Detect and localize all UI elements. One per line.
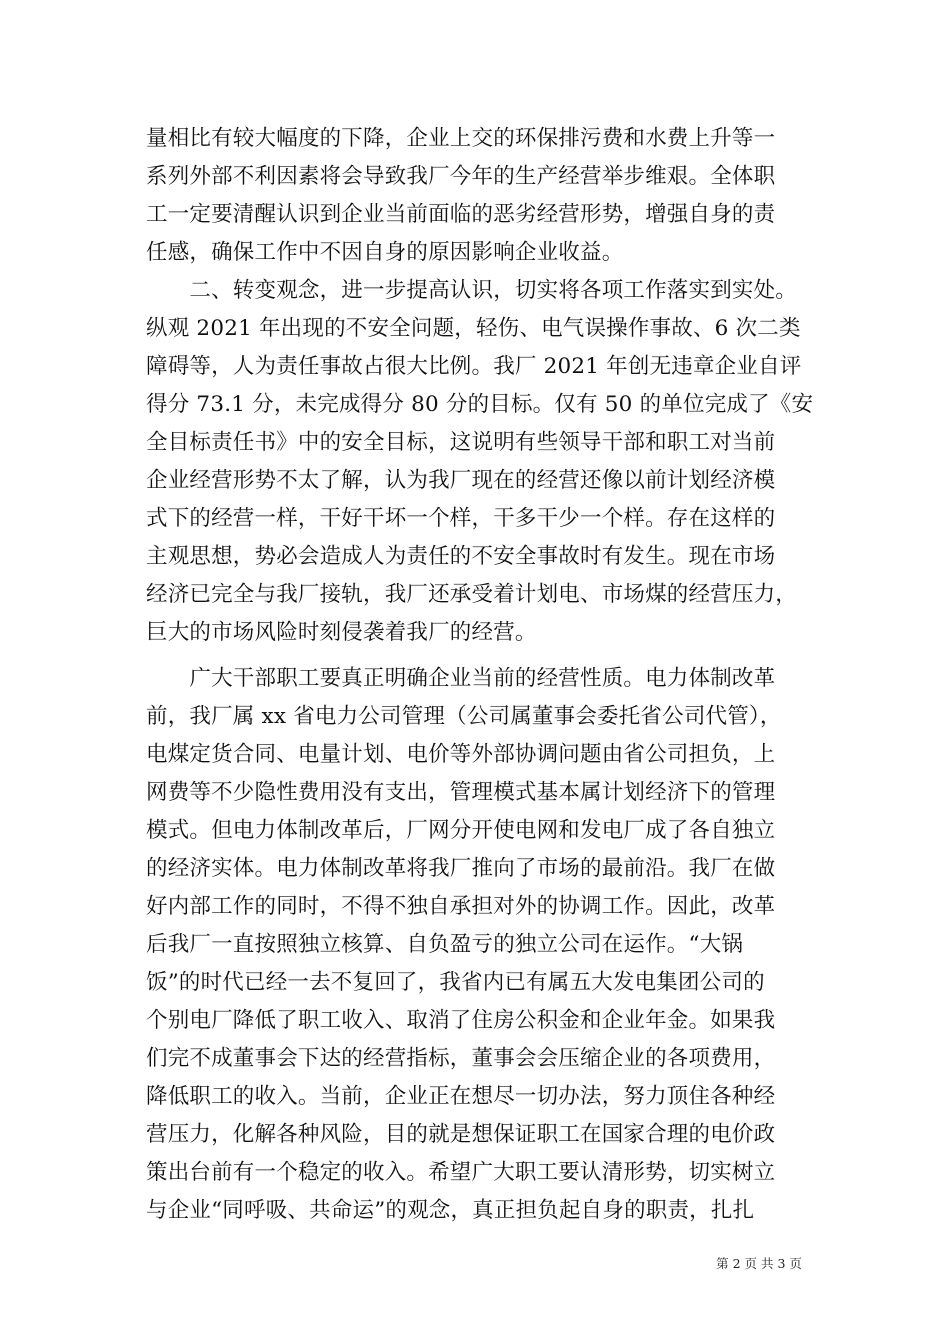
- text-line: 量相比有较大幅度的下降，企业上交的环保排污费和水费上升等一: [146, 126, 776, 151]
- text-line: 主观思想，势必会造成人为责任的不安全事故时有发生。现在市场: [146, 544, 776, 569]
- text-line: 巨大的市场风险时刻侵袭着我厂的经营。: [146, 620, 537, 645]
- text-line: 们完不成董事会下达的经营指标，董事会会压缩企业的各项费用，: [146, 1046, 776, 1071]
- text-line: 经济已完全与我厂接轨，我厂还承受着计划电、市场煤的经营压力，: [146, 582, 798, 607]
- text-line: 后我厂一直按照独立核算、自负盈亏的独立公司在运作。“大锅: [146, 932, 744, 957]
- paragraph-start-line: 广大干部职工要真正明确企业当前的经营性质。电力体制改革: [146, 666, 776, 691]
- text-line: 式下的经营一样，干好干坏一个样，干多干少一个样。存在这样的: [146, 506, 776, 531]
- text-line: 策出台前有一个稳定的收入。希望广大职工要认清形势，切实树立: [146, 1160, 776, 1185]
- document-body: [146, 120, 826, 1230]
- text-line: 个别电厂降低了职工收入、取消了住房公积金和企业年金。如果我: [146, 1008, 776, 1033]
- text-line: 前，我厂属 xx 省电力公司管理（公司属董事会委托省公司代管），: [146, 704, 782, 729]
- text-line: 模式。但电力体制改革后，厂网分开使电网和发电厂成了各自独立: [146, 818, 776, 843]
- text-line: 好内部工作的同时，不得不独自承担对外的协调工作。因此，改革: [146, 894, 776, 919]
- text-line: 障碍等，人为责任事故占很大比例。我厂 2021 年创无违章企业自评: [146, 354, 802, 379]
- text-line: 营压力，化解各种风险，目的就是想保证职工在国家合理的电价政: [146, 1122, 776, 1147]
- text-line: 电煤定货合同、电量计划、电价等外部协调问题由省公司担负，上: [146, 742, 776, 767]
- text-line: 与企业“同呼吸、共命运”的观念，真正担负起自身的职责，扎扎: [146, 1198, 755, 1223]
- text-line: 纵观 2021 年出现的不安全问题，轻伤、电气误操作事故、6 次二类: [146, 316, 801, 341]
- text-line: 得分 73.1 分，未完成得分 80 分的目标。仅有 50 的单位完成了《安: [146, 392, 814, 417]
- page-number: 第 2 页 共 3 页: [716, 1256, 802, 1271]
- text-line: 全目标责任书》中的安全目标，这说明有些领导干部和职工对当前: [146, 430, 776, 455]
- text-line: 系列外部不利因素将会导致我厂今年的生产经营举步维艰。全体职: [146, 164, 776, 189]
- text-line: 企业经营形势不太了解，认为我厂现在的经营还像以前计划经济模: [146, 468, 776, 493]
- text-line: 任感，确保工作中不因自身的原因影响企业收益。: [146, 240, 624, 265]
- text-line: 降低职工的收入。当前，企业正在想尽一切办法，努力顶住各种经: [146, 1084, 776, 1109]
- text-line: 饭”的时代已经一去不复回了，我省内已有属五大发电集团公司的: [146, 970, 765, 995]
- section-heading-line: 二、转变观念，进一步提高认识，切实将各项工作落实到实处。: [146, 278, 798, 303]
- page-footer: [0, 1256, 950, 1272]
- paragraph-gap: [146, 652, 826, 660]
- text-line: 的经济实体。电力体制改革将我厂推向了市场的最前沿。我厂在做: [146, 856, 776, 881]
- text-line: 网费等不少隐性费用没有支出，管理模式基本属计划经济下的管理: [146, 780, 776, 805]
- text-line: 工一定要清醒认识到企业当前面临的恶劣经营形势，增强自身的责: [146, 202, 776, 227]
